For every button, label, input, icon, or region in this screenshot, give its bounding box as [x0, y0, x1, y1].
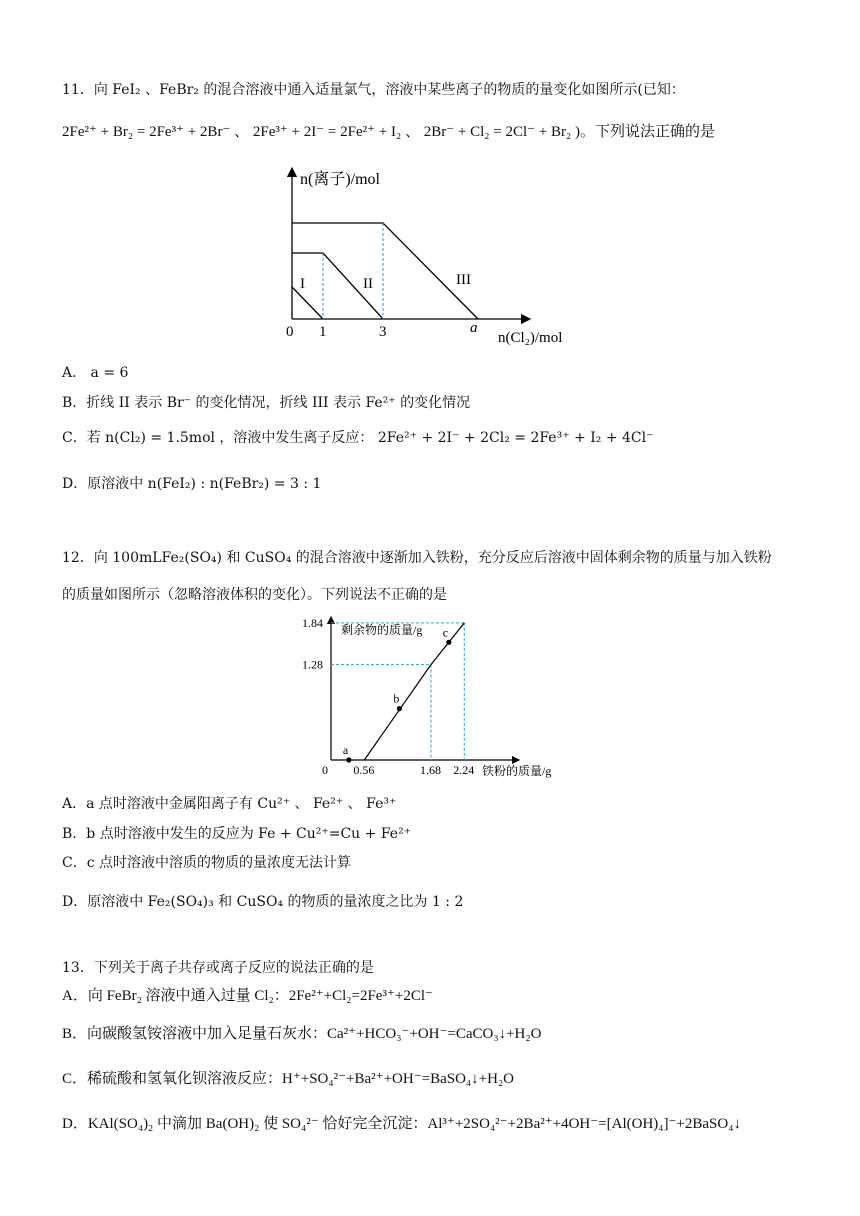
q13-option-a: A．向 FeBr₂ 溶液中通入过量 Cl₂：2Fe²⁺+Cl₂=2Fe³⁺+2Cl⁻ — [62, 988, 433, 1004]
q12-ytick-1: 1.28 — [302, 657, 323, 672]
q13-option-b: B．向碳酸氢铵溶液中加入足量石灰水：Ca²⁺+HCO₃⁻+OH⁻=CaCO₃↓+H₂O — [62, 1026, 542, 1042]
q11-option-a: A． a = 6 — [62, 365, 129, 381]
q11-xtick-1: 1 — [319, 324, 327, 340]
q11-ylabel: n(离子)/mol — [300, 171, 380, 188]
q13-option-c: C．稀硫酸和氢氧化钡溶液反应：H⁺+SO₄²⁻+Ba²⁺+OH⁻=BaSO₄↓+H₂O — [62, 1071, 514, 1087]
q11-stem-line2: 2Fe²⁺ + Br₂ = 2Fe³⁺ + 2Br⁻ 、 2Fe³⁺ + 2I⁻ = 2Fe²⁺ + I₂ 、 2Br⁻ + Cl₂ = 2Cl⁻ + Br₂ )。下列说法正确的是 — [62, 124, 715, 140]
q13-option-d: D．KAl(SO₄)₂ 中滴加 Ba(OH)₂ 使 SO₄²⁻ 恰好完全沉淀：Al³⁺+2SO₄²⁻+2Ba²⁺+4OH⁻=[Al(OH)₄]⁻+2BaSO₄↓ — [62, 1116, 741, 1132]
q11-label-II: II — [363, 276, 373, 292]
q11-xlabel: n(Cl₂)/mol — [498, 330, 563, 346]
q11-label-III: III — [456, 272, 471, 288]
q12-option-b: B．b 点时溶液中发生的反应为 Fe + Cu²⁺=Cu + Fe²⁺ — [62, 826, 412, 842]
q12-option-a: A．a 点时溶液中金属阳离子有 Cu²⁺ 、 Fe²⁺ 、 Fe³⁺ — [62, 796, 397, 812]
q11-line-III — [292, 223, 478, 319]
q11-origin: 0 — [286, 324, 294, 340]
q12-origin: 0 — [322, 763, 328, 777]
q12-point-b — [397, 706, 402, 711]
q11-xtick-a: a — [470, 320, 478, 336]
q12-point-label-a: a — [342, 743, 349, 757]
q12-point-c — [446, 640, 451, 645]
q11-graph — [270, 162, 600, 352]
q12-option-c: C．c 点时溶液中溶质的物质的量浓度无法计算 — [62, 855, 352, 871]
q11-label-I: I — [300, 276, 305, 292]
q13-stem: 13．下列关于离子共存或离子反应的说法正确的是 — [62, 960, 374, 976]
q12-ylabel: 剩余物的质量/g — [341, 623, 423, 637]
q11-option-c: C．若 n(Cl₂) = 1.5mol ，溶液中发生离子反应： 2Fe²⁺ + 2I⁻ + 2Cl₂ = 2Fe³⁺ + I₂ + 4Cl⁻ — [62, 430, 654, 446]
q11-option-b: B．折线 II 表示 Br⁻ 的变化情况，折线 III 表示 Fe²⁺ 的变化情况 — [62, 395, 471, 411]
q12-chart — [300, 614, 570, 784]
q12-stem-line1: 12．向 100mLFe₂(SO₄) 和 CuSO₄ 的混合溶液中逐渐加入铁粉，充分反应后溶液中固体剩余物的质量与加入铁粉 — [62, 550, 772, 566]
q12-point-label-b: b — [393, 691, 400, 706]
q11-option-d: D．原溶液中 n(FeI₂) : n(FeBr₂) = 3 : 1 — [62, 476, 322, 492]
q12-xtick-1: 1.68 — [419, 763, 441, 777]
q12-stem-line2: 的质量如图所示（忽略溶液体积的变化）。下列说法不正确的是 — [62, 587, 447, 603]
q12-point-a — [346, 757, 351, 762]
q12-option-d: D．原溶液中 Fe₂(SO₄)₃ 和 CuSO₄ 的物质的量浓度之比为 1 : 2 — [62, 894, 464, 910]
q11-xtick-3: 3 — [379, 324, 387, 340]
q12-xtick-0: 0.56 — [353, 763, 375, 777]
q12-xtick-2: 2.24 — [453, 763, 475, 777]
q11-line-I — [292, 287, 323, 319]
q12-point-label-c: c — [442, 625, 449, 640]
q11-stem-line1: 11．向 FeI₂ 、FeBr₂ 的混合溶液中通入适量氯气，溶液中某些离子的物质的量变化如图所示(已知： — [62, 82, 685, 98]
q12-xlabel: 铁粉的质量/g — [482, 764, 552, 778]
q12-ytick-0: 1.84 — [302, 615, 323, 630]
